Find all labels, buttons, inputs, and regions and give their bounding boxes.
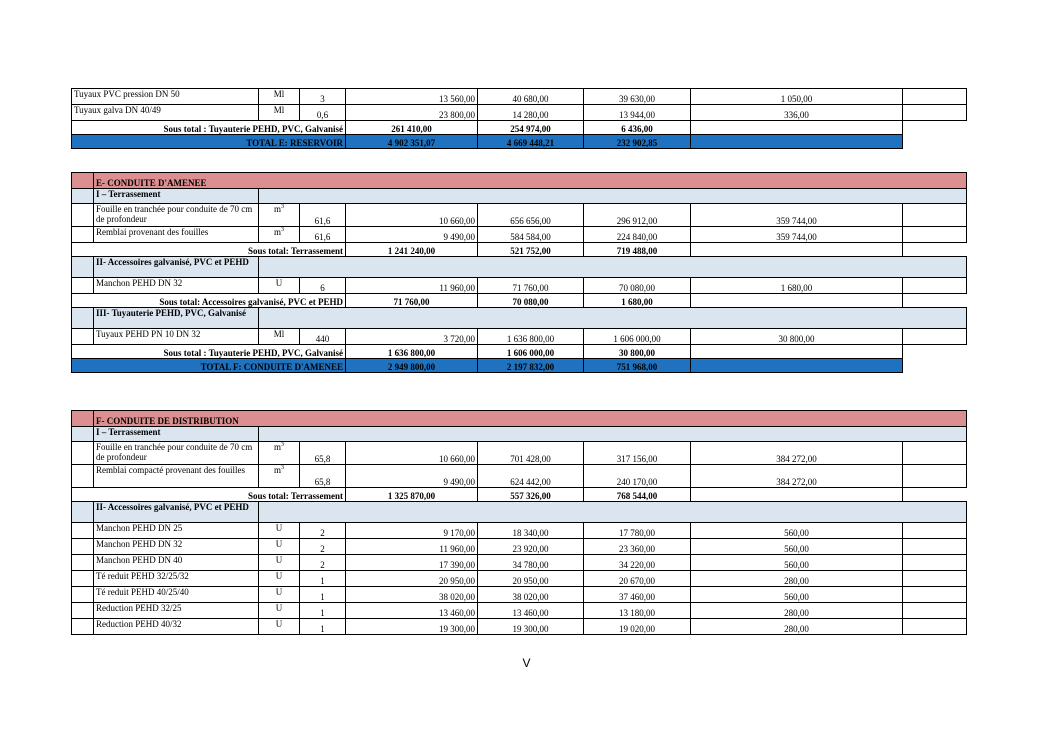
margin-cell xyxy=(72,502,94,523)
item-total: 40 680,00 xyxy=(478,89,584,105)
item-unit xyxy=(259,204,300,227)
item-amount-2: 23 360,00 xyxy=(584,539,691,555)
item-total: 656 656,00 xyxy=(478,204,584,227)
filler-cell xyxy=(259,257,967,278)
subsection-header xyxy=(72,308,967,329)
subtotal-label: Sous total: Accessoires galvanisé, PVC et PEHD xyxy=(72,294,346,308)
item-amount-3: 560,00 xyxy=(691,587,903,603)
item-unit-price: 17 390,00 xyxy=(346,555,478,571)
empty-cell xyxy=(903,587,967,603)
unit-text: Ml xyxy=(273,89,285,99)
item-amount-3: 560,00 xyxy=(691,539,903,555)
item-amount-2: 240 170,00 xyxy=(584,465,691,488)
subtotal-label: Sous total: Terrassement xyxy=(72,488,346,502)
subtotal-amount-3: 751 968,00 xyxy=(584,359,691,373)
margin-cell xyxy=(72,539,94,555)
item-row xyxy=(72,204,967,227)
item-total: 18 340,00 xyxy=(478,523,584,539)
empty-cell xyxy=(691,135,903,149)
item-description: Reduction PEHD 40/32 xyxy=(94,619,259,635)
item-amount-2: 1 606 000,00 xyxy=(584,329,691,345)
subtotal-amount-3: 1 680,00 xyxy=(584,294,691,308)
margin-cell xyxy=(72,308,94,329)
conduite-distribution-table xyxy=(71,410,967,635)
margin-cell xyxy=(72,411,94,427)
item-quantity: 2 xyxy=(300,523,346,539)
item-total: 14 280,00 xyxy=(478,105,584,121)
item-total: 19 300,00 xyxy=(478,619,584,635)
item-unit-price: 9 490,00 xyxy=(346,227,478,243)
empty-cell xyxy=(691,345,903,359)
item-unit xyxy=(259,539,300,555)
item-row xyxy=(72,571,967,587)
unit-text: m xyxy=(273,227,281,237)
item-unit-price: 38 020,00 xyxy=(346,587,478,603)
item-description: Manchon PEHD DN 40 xyxy=(94,555,259,571)
item-amount-3: 359 744,00 xyxy=(691,204,903,227)
margin-cell xyxy=(72,173,94,189)
item-quantity: 1 xyxy=(300,603,346,619)
item-unit xyxy=(259,603,300,619)
subsection-header-label: III- Tuyauterie PEHD, PVC, Galvanisé xyxy=(94,308,259,329)
item-description: Té reduit PEHD 40/25/40 xyxy=(94,587,259,603)
item-total: 701 428,00 xyxy=(478,442,584,465)
item-total: 624 442,00 xyxy=(478,465,584,488)
unit-exponent: 3 xyxy=(281,204,284,210)
unit-text: m xyxy=(273,442,281,452)
item-amount-2: 34 220,00 xyxy=(584,555,691,571)
unit-text: m xyxy=(273,204,281,214)
subsection-header-label: II- Accessoires galvanisé, PVC et PEHD xyxy=(94,257,259,278)
empty-cell xyxy=(903,603,967,619)
item-quantity: 6 xyxy=(300,278,346,294)
item-quantity: 2 xyxy=(300,555,346,571)
subtotal-label: TOTAL F: CONDUITE D'AMENEE xyxy=(72,359,346,373)
reservoir-table xyxy=(71,88,967,149)
item-description: Fouille en tranchée pour conduite de 70 cm de profondeur xyxy=(94,442,259,465)
item-quantity: 1 xyxy=(300,619,346,635)
unit-text: U xyxy=(275,603,283,613)
item-row xyxy=(72,278,967,294)
unit-exponent: 3 xyxy=(281,227,284,233)
item-unit xyxy=(259,571,300,587)
margin-cell xyxy=(72,587,94,603)
subtotal-row xyxy=(72,121,967,135)
item-amount-2: 224 840,00 xyxy=(584,227,691,243)
subsection-header xyxy=(72,502,967,523)
item-row xyxy=(72,555,967,571)
margin-cell xyxy=(72,465,94,488)
subsection-header-label: II- Accessoires galvanisé, PVC et PEHD xyxy=(94,502,259,523)
grand-total-row xyxy=(72,135,967,149)
item-unit-price: 23 800,00 xyxy=(346,105,478,121)
subsection-header xyxy=(72,189,967,204)
item-description: Manchon PEHD DN 32 xyxy=(94,539,259,555)
subsection-header xyxy=(72,257,967,278)
item-unit-price: 11 960,00 xyxy=(346,278,478,294)
subtotal-label: Sous total : Tuyauterie PEHD, PVC, Galvanisé xyxy=(72,345,346,359)
item-unit-price: 10 660,00 xyxy=(346,442,478,465)
subtotal-total: 2 949 800,00 xyxy=(346,359,478,373)
empty-cell xyxy=(903,227,967,243)
empty-cell xyxy=(903,523,967,539)
unit-exponent: 3 xyxy=(281,465,284,471)
item-quantity: 0,6 xyxy=(300,105,346,121)
item-quantity: 2 xyxy=(300,539,346,555)
margin-cell xyxy=(72,227,94,243)
subtotal-amount-2: 254 974,00 xyxy=(478,121,584,135)
item-description: Remblai compacté provenant des fouilles xyxy=(94,465,259,488)
item-amount-3: 280,00 xyxy=(691,603,903,619)
margin-cell xyxy=(72,555,94,571)
item-amount-2: 20 670,00 xyxy=(584,571,691,587)
subsection-header-label: I – Terrassement xyxy=(94,427,259,442)
item-unit xyxy=(259,329,300,345)
item-row xyxy=(72,619,967,635)
subtotal-amount-3: 768 544,00 xyxy=(584,488,691,502)
item-unit-price: 9 170,00 xyxy=(346,523,478,539)
item-total: 584 584,00 xyxy=(478,227,584,243)
empty-cell xyxy=(903,571,967,587)
subtotal-label: Sous total : Tuyauterie PEHD, PVC, Galvanisé xyxy=(72,121,346,135)
item-unit-price: 13 460,00 xyxy=(346,603,478,619)
item-description: Té reduit PEHD 32/25/32 xyxy=(94,571,259,587)
grand-total-row xyxy=(72,359,967,373)
empty-cell xyxy=(903,539,967,555)
item-description: Tuyaux galva DN 40/49 xyxy=(72,105,259,121)
empty-cell xyxy=(691,488,903,502)
unit-text: U xyxy=(275,587,283,597)
item-quantity: 61,6 xyxy=(300,227,346,243)
item-unit xyxy=(259,105,300,121)
item-unit-price: 10 660,00 xyxy=(346,204,478,227)
unit-text: U xyxy=(275,523,283,533)
section-title: E- CONDUITE D'AMENEE xyxy=(94,173,967,189)
margin-cell xyxy=(72,571,94,587)
subtotal-total: 71 760,00 xyxy=(346,294,478,308)
item-amount-2: 70 080,00 xyxy=(584,278,691,294)
empty-cell xyxy=(691,359,903,373)
item-quantity: 61,6 xyxy=(300,204,346,227)
item-quantity: 1 xyxy=(300,571,346,587)
item-row xyxy=(72,105,967,121)
item-unit xyxy=(259,587,300,603)
item-description: Manchon PEHD DN 25 xyxy=(94,523,259,539)
subtotal-amount-3: 30 800,00 xyxy=(584,345,691,359)
section-title: F- CONDUITE DE DISTRIBUTION xyxy=(94,411,967,427)
margin-cell xyxy=(72,427,94,442)
item-amount-3: 560,00 xyxy=(691,523,903,539)
margin-cell xyxy=(72,204,94,227)
item-description: Manchon PEHD DN 32 xyxy=(94,278,259,294)
item-unit-price: 20 950,00 xyxy=(346,571,478,587)
item-total: 20 950,00 xyxy=(478,571,584,587)
subtotal-total: 1 325 870,00 xyxy=(346,488,478,502)
subtotal-total: 1 241 240,00 xyxy=(346,243,478,257)
item-amount-3: 280,00 xyxy=(691,571,903,587)
item-row xyxy=(72,523,967,539)
empty-cell xyxy=(903,204,967,227)
item-description: Remblai provenant des fouilles xyxy=(94,227,259,243)
item-quantity: 3 xyxy=(300,89,346,105)
empty-cell xyxy=(903,465,967,488)
item-quantity: 440 xyxy=(300,329,346,345)
margin-cell xyxy=(72,257,94,278)
conduite-amenee-table xyxy=(71,172,967,373)
subtotal-amount-3: 6 436,00 xyxy=(584,121,691,135)
item-unit xyxy=(259,278,300,294)
item-quantity: 65,8 xyxy=(300,465,346,488)
item-row xyxy=(72,603,967,619)
item-total: 23 920,00 xyxy=(478,539,584,555)
item-amount-2: 13 180,00 xyxy=(584,603,691,619)
subtotal-amount-2: 1 606 000,00 xyxy=(478,345,584,359)
item-unit xyxy=(259,442,300,465)
empty-cell xyxy=(903,105,967,121)
empty-cell xyxy=(691,294,903,308)
item-unit-price: 3 720,00 xyxy=(346,329,478,345)
margin-cell xyxy=(72,523,94,539)
subtotal-total: 4 902 351,07 xyxy=(346,135,478,149)
item-amount-2: 13 944,00 xyxy=(584,105,691,121)
subsection-header xyxy=(72,427,967,442)
item-amount-3: 336,00 xyxy=(691,105,903,121)
subtotal-row xyxy=(72,345,967,359)
unit-text: U xyxy=(275,555,283,565)
item-unit xyxy=(259,555,300,571)
item-amount-3: 1 050,00 xyxy=(691,89,903,105)
unit-text: m xyxy=(273,465,281,475)
unit-text: U xyxy=(275,278,283,288)
item-amount-2: 37 460,00 xyxy=(584,587,691,603)
subtotal-amount-2: 70 080,00 xyxy=(478,294,584,308)
item-total: 1 636 800,00 xyxy=(478,329,584,345)
item-unit xyxy=(259,619,300,635)
item-amount-2: 17 780,00 xyxy=(584,523,691,539)
item-amount-3: 280,00 xyxy=(691,619,903,635)
item-total: 38 020,00 xyxy=(478,587,584,603)
item-row xyxy=(72,465,967,488)
subtotal-label: TOTAL E: RESERVOIR xyxy=(72,135,346,149)
filler-cell xyxy=(259,189,967,204)
subtotal-amount-3: 232 902,85 xyxy=(584,135,691,149)
item-unit xyxy=(259,465,300,488)
item-amount-3: 1 680,00 xyxy=(691,278,903,294)
empty-cell xyxy=(903,619,967,635)
empty-cell xyxy=(903,555,967,571)
item-amount-2: 19 020,00 xyxy=(584,619,691,635)
item-row xyxy=(72,89,967,105)
subtotal-total: 261 410,00 xyxy=(346,121,478,135)
item-unit-price: 9 490,00 xyxy=(346,465,478,488)
subsection-header-label: I – Terrassement xyxy=(94,189,259,204)
margin-cell xyxy=(72,442,94,465)
item-quantity: 65,8 xyxy=(300,442,346,465)
filler-cell xyxy=(259,427,967,442)
item-description: Reduction PEHD 32/25 xyxy=(94,603,259,619)
item-amount-2: 39 630,00 xyxy=(584,89,691,105)
empty-cell xyxy=(691,243,903,257)
item-amount-3: 359 744,00 xyxy=(691,227,903,243)
margin-cell xyxy=(72,603,94,619)
empty-cell xyxy=(903,442,967,465)
item-total: 71 760,00 xyxy=(478,278,584,294)
unit-text: U xyxy=(275,619,283,629)
unit-exponent: 3 xyxy=(281,442,284,448)
item-total: 34 780,00 xyxy=(478,555,584,571)
subtotal-row xyxy=(72,243,967,257)
item-row xyxy=(72,587,967,603)
margin-cell xyxy=(72,329,94,345)
item-unit-price: 13 560,00 xyxy=(346,89,478,105)
item-description: Tuyaux PVC pression DN 50 xyxy=(72,89,259,105)
item-unit-price: 19 300,00 xyxy=(346,619,478,635)
item-amount-2: 296 912,00 xyxy=(584,204,691,227)
item-amount-3: 384 272,00 xyxy=(691,465,903,488)
item-row xyxy=(72,227,967,243)
subtotal-row xyxy=(72,294,967,308)
subtotal-label: Sous total: Terrassement xyxy=(72,243,346,257)
margin-cell xyxy=(72,278,94,294)
subtotal-amount-2: 4 669 448,21 xyxy=(478,135,584,149)
item-description: Tuyaux PEHD PN 10 DN 32 xyxy=(94,329,259,345)
unit-text: U xyxy=(275,571,283,581)
empty-cell xyxy=(691,121,903,135)
item-row xyxy=(72,329,967,345)
item-amount-2: 317 156,00 xyxy=(584,442,691,465)
empty-cell xyxy=(903,329,967,345)
subtotal-amount-2: 521 752,00 xyxy=(478,243,584,257)
margin-cell xyxy=(72,189,94,204)
unit-text: Ml xyxy=(273,329,285,339)
item-description: Fouille en tranchée pour conduite de 70 cm de profondeur xyxy=(94,204,259,227)
item-amount-3: 560,00 xyxy=(691,555,903,571)
empty-cell xyxy=(903,278,967,294)
subtotal-row xyxy=(72,488,967,502)
item-amount-3: 384 272,00 xyxy=(691,442,903,465)
item-unit-price: 11 960,00 xyxy=(346,539,478,555)
section-header xyxy=(72,411,967,427)
filler-cell xyxy=(259,308,967,329)
item-row xyxy=(72,539,967,555)
empty-cell xyxy=(903,89,967,105)
item-quantity: 1 xyxy=(300,587,346,603)
subtotal-total: 1 636 800,00 xyxy=(346,345,478,359)
unit-text: Ml xyxy=(273,105,285,115)
item-unit xyxy=(259,523,300,539)
margin-cell xyxy=(72,619,94,635)
unit-text: U xyxy=(275,539,283,549)
item-row xyxy=(72,442,967,465)
section-header xyxy=(72,173,967,189)
subtotal-amount-2: 557 326,00 xyxy=(478,488,584,502)
item-total: 13 460,00 xyxy=(478,603,584,619)
item-unit xyxy=(259,89,300,105)
subtotal-amount-3: 719 488,00 xyxy=(584,243,691,257)
subtotal-amount-2: 2 197 832,00 xyxy=(478,359,584,373)
filler-cell xyxy=(259,502,967,523)
item-unit xyxy=(259,227,300,243)
item-amount-3: 30 800,00 xyxy=(691,329,903,345)
page-number: V xyxy=(522,656,531,670)
